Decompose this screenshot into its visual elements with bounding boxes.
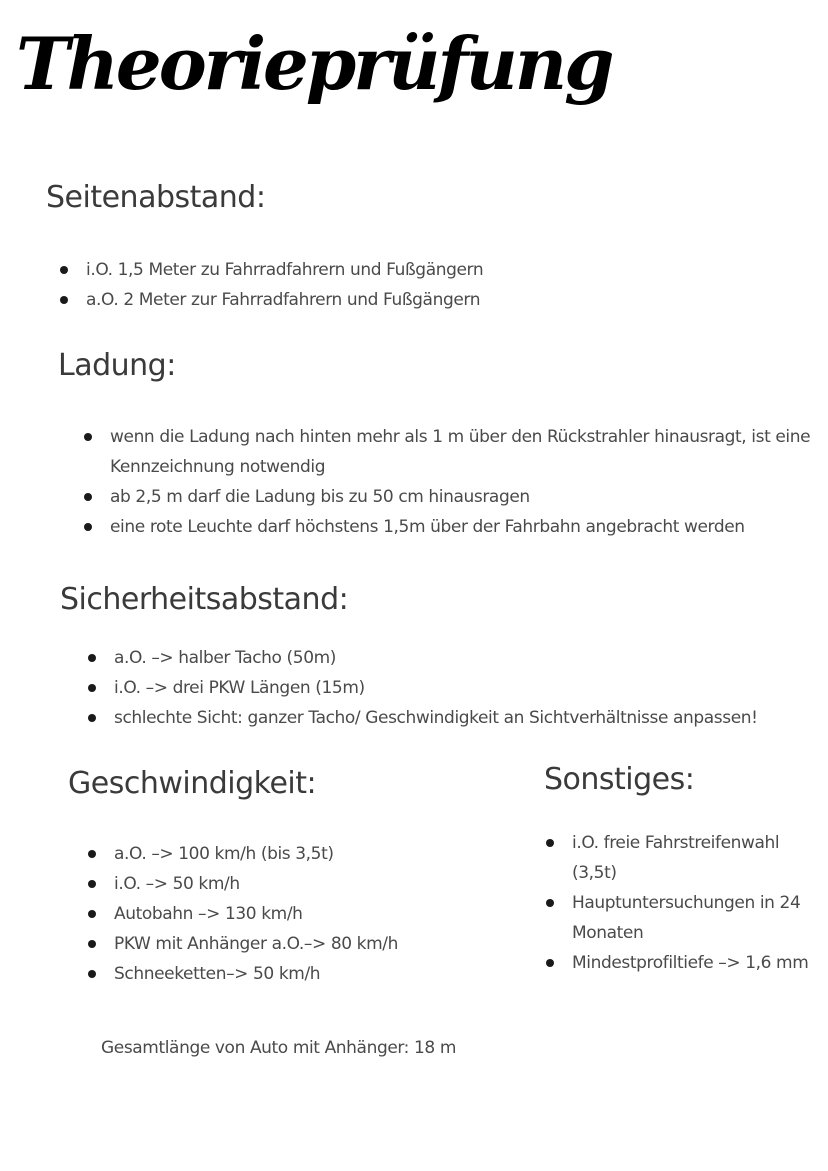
list-item: eine rote Leuchte darf höchstens 1,5m über der Fahrbahn angebracht werden <box>84 512 824 542</box>
section-heading-geschwindigkeit: Geschwindigkeit: <box>68 766 317 801</box>
list-item: a.O. –> 100 km/h (bis 3,5t) <box>88 839 488 869</box>
list-item: ab 2,5 m darf die Ladung bis zu 50 cm hinausragen <box>84 482 824 512</box>
list-item: Autobahn –> 130 km/h <box>88 899 488 929</box>
bullet-list-seitenabstand <box>60 255 760 315</box>
footer-note: Gesamtlänge von Auto mit Anhänger: 18 m <box>101 1038 457 1058</box>
list-item: Hauptuntersuchungen in 24 Monaten <box>546 888 814 948</box>
bullet-list-ladung <box>84 422 824 542</box>
bullet-list-geschwindigkeit <box>88 839 488 989</box>
list-item: a.O. 2 Meter zur Fahrradfahrern und Fußgängern <box>60 285 760 315</box>
list-item: i.O. 1,5 Meter zu Fahrradfahrern und Fußgängern <box>60 255 760 285</box>
page-title: Theorieprüfung <box>16 21 612 106</box>
list-item: PKW mit Anhänger a.O.–> 80 km/h <box>88 929 488 959</box>
list-item: a.O. –> halber Tacho (50m) <box>88 643 808 673</box>
section-heading-sicherheitsabstand: Sicherheitsabstand: <box>60 582 349 617</box>
section-heading-seitenabstand: Seitenabstand: <box>46 180 266 215</box>
list-item: i.O. freie Fahrstreifenwahl (3,5t) <box>546 828 814 888</box>
section-heading-sonstiges: Sonstiges: <box>544 762 695 797</box>
list-item: wenn die Ladung nach hinten mehr als 1 m über den Rückstrahler hinausragt, ist eine Kennzeichnung notwendig <box>84 422 824 482</box>
list-item: i.O. –> drei PKW Längen (15m) <box>88 673 808 703</box>
list-item: i.O. –> 50 km/h <box>88 869 488 899</box>
list-item: Schneeketten–> 50 km/h <box>88 959 488 989</box>
list-item: Mindestprofiltiefe –> 1,6 mm <box>546 948 814 978</box>
list-item: schlechte Sicht: ganzer Tacho/ Geschwindigkeit an Sichtverhältnisse anpassen! <box>88 703 808 733</box>
bullet-list-sicherheitsabstand <box>88 643 808 733</box>
section-heading-ladung: Ladung: <box>58 348 176 383</box>
bullet-list-sonstiges <box>546 828 814 978</box>
